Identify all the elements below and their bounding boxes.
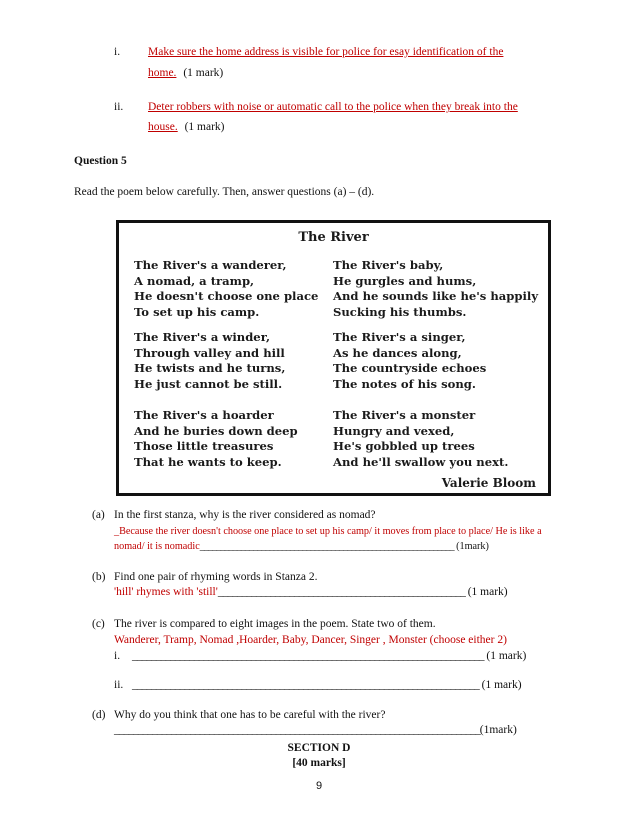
question-a-text: In the first stanza, why is the river considered as nomad? bbox=[114, 509, 376, 521]
question-c-ii-number: ii. bbox=[114, 679, 124, 691]
poem-line: To set up his camp. bbox=[134, 304, 260, 319]
poem-line: The River's a winder, bbox=[134, 330, 270, 344]
poem-line: And he sounds like he's happily bbox=[333, 289, 539, 303]
answer-ii-number: ii. bbox=[114, 101, 124, 113]
poem-line: The River's a singer, bbox=[333, 330, 466, 344]
question-b-label: (b) bbox=[92, 571, 106, 583]
poem-line: And he'll swallow you next. bbox=[333, 454, 509, 469]
page-number: 9 bbox=[315, 780, 323, 792]
poem-box bbox=[116, 220, 551, 496]
question-c-answer: Wanderer, Tramp, Nomad ,Hoarder, Baby, Dancer, Singer , Monster (choose either 2) bbox=[114, 634, 507, 646]
question-c-text: The river is compared to eight images in the poem. State two of them. bbox=[114, 618, 436, 630]
poem-stanza-4 bbox=[333, 258, 538, 320]
answer-i-line2 bbox=[148, 67, 223, 79]
poem-stanza-5 bbox=[333, 330, 486, 392]
answer-i-number: i. bbox=[114, 46, 121, 58]
answer-ii-line1: Deter robbers with noise or automatic call to the police when they break into the bbox=[148, 101, 518, 113]
question-d-line bbox=[114, 724, 517, 736]
question-a-answer-line1: _Because the river doesn't choose one place to set up his camp/ it moves from place to place/ He is like a bbox=[114, 526, 542, 537]
poem-line: The River's a wanderer, bbox=[134, 258, 287, 272]
question-b-answer-line bbox=[114, 586, 508, 598]
answer-ii-mark: (1 mark) bbox=[184, 121, 225, 133]
poem-line: Sucking his thumbs. bbox=[333, 304, 467, 319]
answer-ii-line2 bbox=[148, 121, 225, 133]
answer-i-line2-text: home. bbox=[148, 67, 177, 79]
poem-line: Through valley and hill bbox=[134, 345, 285, 360]
poem-line: As he dances along, bbox=[333, 345, 462, 360]
question-c-i-mark: (1 mark) bbox=[486, 650, 527, 662]
question-a-answer-line2 bbox=[114, 541, 489, 552]
poem-line: The River's baby, bbox=[333, 258, 444, 272]
question-5-heading: Question 5 bbox=[74, 155, 127, 167]
poem-line: He's gobbled up trees bbox=[333, 439, 475, 453]
question-b-blank: ____________________________________________________ bbox=[217, 586, 465, 598]
question-5-instruction: Read the poem below carefully. Then, answer questions (a) – (d). bbox=[74, 186, 375, 198]
poem-line: The River's a hoarder bbox=[134, 408, 274, 422]
poem-line: He doesn't choose one place bbox=[134, 289, 319, 303]
section-marks: [40 marks] bbox=[292, 757, 346, 769]
question-c-ii-line bbox=[132, 679, 522, 691]
question-c-i-number: i. bbox=[114, 650, 121, 662]
poem-line: The countryside echoes bbox=[333, 361, 487, 375]
poem-line: Hungry and vexed, bbox=[333, 423, 455, 438]
question-b-mark: (1 mark) bbox=[467, 586, 508, 598]
poem-line: A nomad, a tramp, bbox=[134, 273, 255, 288]
poem-line: And he buries down deep bbox=[134, 423, 298, 438]
poem-stanza-6 bbox=[333, 408, 508, 470]
question-c-label: (c) bbox=[92, 618, 105, 630]
poem-line: That he wants to keep. bbox=[134, 454, 282, 469]
poem-line: Those little treasures bbox=[134, 439, 274, 453]
question-c-i-blank: __________________________________________________________________________ bbox=[132, 650, 484, 662]
question-a-blank: ______________________________________________________________ bbox=[199, 541, 454, 552]
question-d-label: (d) bbox=[92, 709, 106, 721]
poem-line: He twists and he turns, bbox=[134, 361, 286, 375]
poem-stanza-1 bbox=[134, 258, 318, 320]
poem-stanza-3 bbox=[134, 408, 298, 470]
answer-i-line1: Make sure the home address is visible for police for esay identification of the bbox=[148, 46, 504, 58]
question-c-ii-blank: _________________________________________________________________________ bbox=[132, 679, 479, 691]
question-a-answer-line2-text: nomad/ it is nomadic bbox=[114, 541, 200, 552]
poem-line: He just cannot be still. bbox=[134, 376, 283, 391]
poem-line: The notes of his song. bbox=[333, 376, 476, 391]
question-d-blank: _____________________________________________________________________________ bbox=[114, 724, 480, 736]
poem-title: The River bbox=[298, 230, 369, 245]
poem-author: Valerie Bloom bbox=[441, 476, 536, 490]
question-d-mark: (1mark) bbox=[479, 724, 517, 736]
question-c-i-line bbox=[132, 650, 526, 662]
answer-i-mark: (1 mark) bbox=[183, 67, 224, 79]
question-c-ii-mark: (1 mark) bbox=[481, 679, 522, 691]
question-a-mark: (1mark) bbox=[456, 541, 489, 552]
question-b-text: Find one pair of rhyming words in Stanza 2. bbox=[114, 571, 318, 583]
poem-stanza-2 bbox=[134, 330, 285, 392]
answer-ii-line2-text: house. bbox=[148, 121, 178, 133]
section-title: SECTION D bbox=[287, 742, 351, 754]
question-a-label: (a) bbox=[92, 509, 105, 521]
question-b-answer: 'hill' rhymes with 'still' bbox=[114, 586, 218, 598]
question-d-text: Why do you think that one has to be careful with the river? bbox=[114, 709, 386, 721]
poem-line: He gurgles and hums, bbox=[333, 273, 477, 288]
poem-line: The River's a monster bbox=[333, 408, 476, 422]
